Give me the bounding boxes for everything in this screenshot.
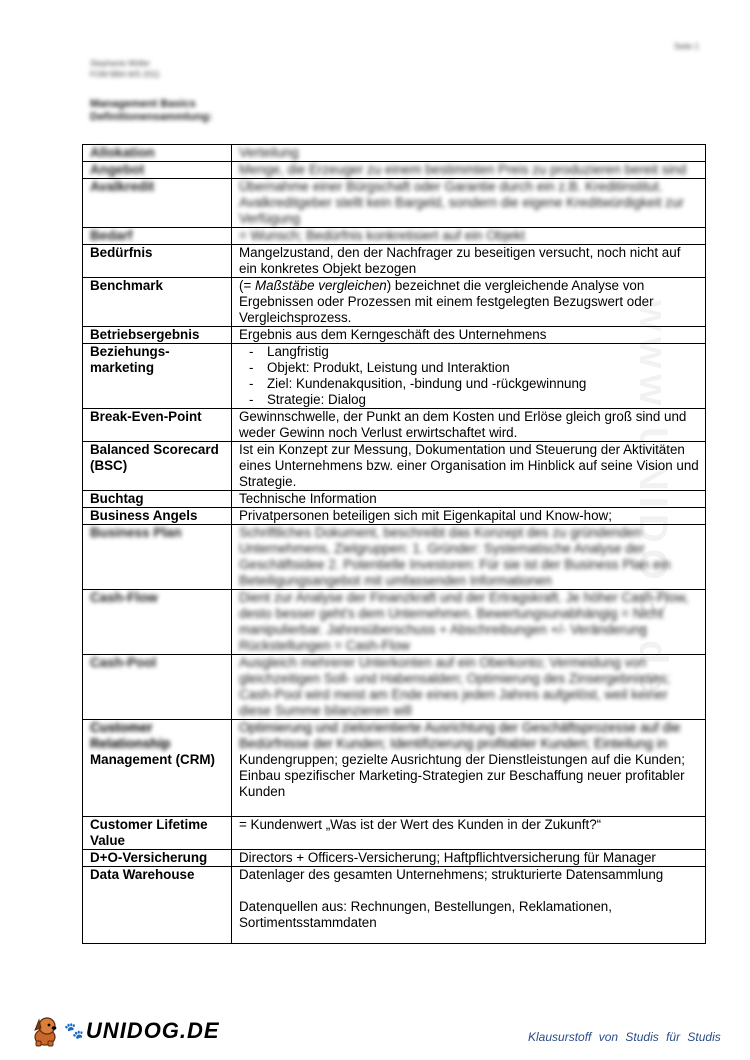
term-cell bbox=[83, 720, 232, 817]
table-row bbox=[83, 508, 706, 525]
title-line-1: Management Basics bbox=[90, 98, 196, 110]
bullet-item: - Objekt: Produkt, Leistung und Interaktion bbox=[239, 360, 701, 376]
term-visible-part: Management (CRM) bbox=[90, 752, 215, 767]
definition-cell: Ausgleich mehrerer Unterkonten auf ein Oberkonto; Vermeidung von gleichzeitigen Soll- und Habensalden; Optimierung des Zinsergebnisses; Cash-Pool wird meist am Ende eines jeden Jahres aufgelöst, weil keiner diese Summe bilanzieren will bbox=[232, 655, 706, 720]
author-name: Stephanie Müller bbox=[90, 59, 151, 68]
logo-text: UNIDOG.DE bbox=[85, 1018, 220, 1043]
footer-slogan: Klausurstoff von Studis für Studis bbox=[528, 1030, 721, 1044]
definition-cell bbox=[232, 867, 706, 944]
definition-cell: Übernahme einer Bürgschaft oder Garantie durch ein z.B. Kreditinstitut. Avalkreditgeber stellt kein Bargeld, sondern die eigene Kreditwürdigkeit zur Verfügung bbox=[232, 179, 706, 228]
definition-text: ) bezeichnet die vergleichende Analyse von Ergebnissen oder Prozessen mit einem festgelegten Bezugswert oder Vergleichsprozess. bbox=[239, 278, 654, 325]
title-line-2: Definitionensammlung: bbox=[90, 111, 213, 123]
definition-cell: Gewinnschwelle, der Punkt an dem Kosten und Erlöse gleich groß sind und weder Gewinn noch Verlust erwirtschaftet wird. bbox=[232, 409, 706, 442]
bullet-item: - Ziel: Kundenakqusition, -bindung und -rückgewinnung bbox=[239, 376, 701, 392]
definition-emphasis: Maßstäbe vergleichen bbox=[255, 278, 387, 293]
table-row bbox=[83, 491, 706, 508]
definition-cell: Technische Information bbox=[232, 491, 706, 508]
term-cell: D+O-Versicherung bbox=[83, 850, 232, 867]
definition-cell: = Wunsch; Bedürfnis konkretisiert auf ein Objekt bbox=[232, 228, 706, 245]
course-info: FOM BBA WS 2011 bbox=[90, 70, 161, 79]
term-cell: Angebot bbox=[83, 162, 232, 179]
definition-visible-part: Kundengruppen; gezielte Ausrichtung der Dienstleistungen auf die Kunden; Einbau spezifischer Marketing-Strategien zur Beschaffung neuer profitabler Kunden bbox=[239, 752, 685, 799]
paw-icon: 🐾 bbox=[64, 1023, 84, 1040]
bullet-item: - Langfristig bbox=[239, 344, 701, 360]
table-row bbox=[83, 278, 706, 327]
definition-cell: Privatpersonen beteiligen sich mit Eigenkapital und Know-how; bbox=[232, 508, 706, 525]
unidog-logo[interactable] bbox=[28, 1014, 220, 1048]
definition-cell bbox=[232, 720, 706, 817]
bullet-item: - Strategie: Dialog bbox=[239, 392, 701, 408]
definition-cell: Mangelzustand, den der Nachfrager zu beseitigen versucht, noch nicht auf ein konkretes Objekt bezogen bbox=[232, 245, 706, 278]
definition-paragraph: Datenquellen aus: Rechnungen, Bestellungen, Reklamationen, Sortimentsstammdaten bbox=[239, 899, 612, 930]
bullet-list bbox=[239, 344, 701, 408]
definition-cell: Directors + Officers-Versicherung; Haftpflichtversicherung für Manager bbox=[232, 850, 706, 867]
definition-cell: Ergebnis aus dem Kerngeschäft des Unternehmens bbox=[232, 327, 706, 344]
table-row bbox=[83, 817, 706, 850]
term-cell: Allokation bbox=[83, 145, 232, 162]
table-row bbox=[83, 327, 706, 344]
definition-cell: Schriftliches Dokument, beschreibt das Konzept des zu gründenden Unternehmens, Zielgruppen: 1. Gründer: Systematische Analyse der Geschäftsidee 2. Potentielle Investoren: Für sie ist der Business Plan ein Beteiligungsangebot mit umfassenden Informationen bbox=[232, 525, 706, 590]
document-title bbox=[90, 98, 212, 124]
term-cell: Beziehungs-marketing bbox=[83, 344, 232, 409]
term-cell: Avalkredit bbox=[83, 179, 232, 228]
definition-cell bbox=[232, 344, 706, 409]
term-cell: Data Warehouse bbox=[83, 867, 232, 944]
table-row bbox=[83, 344, 706, 409]
definition-cell bbox=[232, 278, 706, 327]
term-cell: Balanced Scorecard (BSC) bbox=[83, 442, 232, 491]
term-cell: Business Plan bbox=[83, 525, 232, 590]
watermark: www.UNIDOG.de bbox=[631, 300, 675, 699]
term-cell: Cash-Pool bbox=[83, 655, 232, 720]
definition-cell: Ist ein Konzept zur Messung, Dokumentation und Steuerung der Aktivitäten eines Unternehmens bzw. einer Organisation im Hinblick auf seine Vision und Strategie. bbox=[232, 442, 706, 491]
dog-mascot-icon bbox=[28, 1014, 62, 1048]
page-number: Seite 1 bbox=[674, 42, 699, 51]
term-cell: Bedürfnis bbox=[83, 245, 232, 278]
definitions-table bbox=[82, 144, 706, 944]
table-row bbox=[83, 655, 706, 720]
definition-cell: = Kundenwert „Was ist der Wert des Kunden in der Zukunft?“ bbox=[232, 817, 706, 850]
term-cell: Business Angels bbox=[83, 508, 232, 525]
table-row bbox=[83, 590, 706, 655]
term-cell: Benchmark bbox=[83, 278, 232, 327]
table-row bbox=[83, 179, 706, 228]
table-row bbox=[83, 442, 706, 491]
term-cell: Customer Lifetime Value bbox=[83, 817, 232, 850]
definition-cell: Dient zur Analyse der Finanzkraft und der Ertragskraft. Je höher Cash-Flow, desto besser geht's dem Unternehmen. Bewertungsunabhängig = Nicht manipulierbar. Jahresüberschuss + Abschreibungen +/- Veränderung Rückstellungen = Cash-Flow bbox=[232, 590, 706, 655]
definition-cell: Verteilung bbox=[232, 145, 706, 162]
term-cell: Break-Even-Point bbox=[83, 409, 232, 442]
table-row bbox=[83, 162, 706, 179]
document-meta bbox=[90, 58, 160, 80]
table-row bbox=[83, 867, 706, 944]
term-cell: Cash-Flow bbox=[83, 590, 232, 655]
table-row bbox=[83, 409, 706, 442]
definition-cell: Menge, die Erzeuger zu einem bestimmten Preis zu produzieren bereit sind bbox=[232, 162, 706, 179]
table-row bbox=[83, 525, 706, 590]
term-cell: Bedarf bbox=[83, 228, 232, 245]
term-cell: Buchtag bbox=[83, 491, 232, 508]
table-row bbox=[83, 228, 706, 245]
definition-prefix: (= bbox=[239, 278, 255, 293]
term-blurred-part: Customer Relationship bbox=[90, 720, 171, 751]
term-cell: Betriebsergebnis bbox=[83, 327, 232, 344]
table-row bbox=[83, 850, 706, 867]
table-row bbox=[83, 145, 706, 162]
definition-blurred-part: Optimierung und zielorientierte Ausrichtung der Geschäftsprozesse auf die Bedürfnisse der Kunden; Identifizierung profitabler Kunden; Einteilung in bbox=[239, 720, 681, 751]
table-row bbox=[83, 245, 706, 278]
definition-paragraph: Datenlager des gesamten Unternehmens; strukturierte Datensammlung bbox=[239, 867, 664, 882]
table-row bbox=[83, 720, 706, 817]
